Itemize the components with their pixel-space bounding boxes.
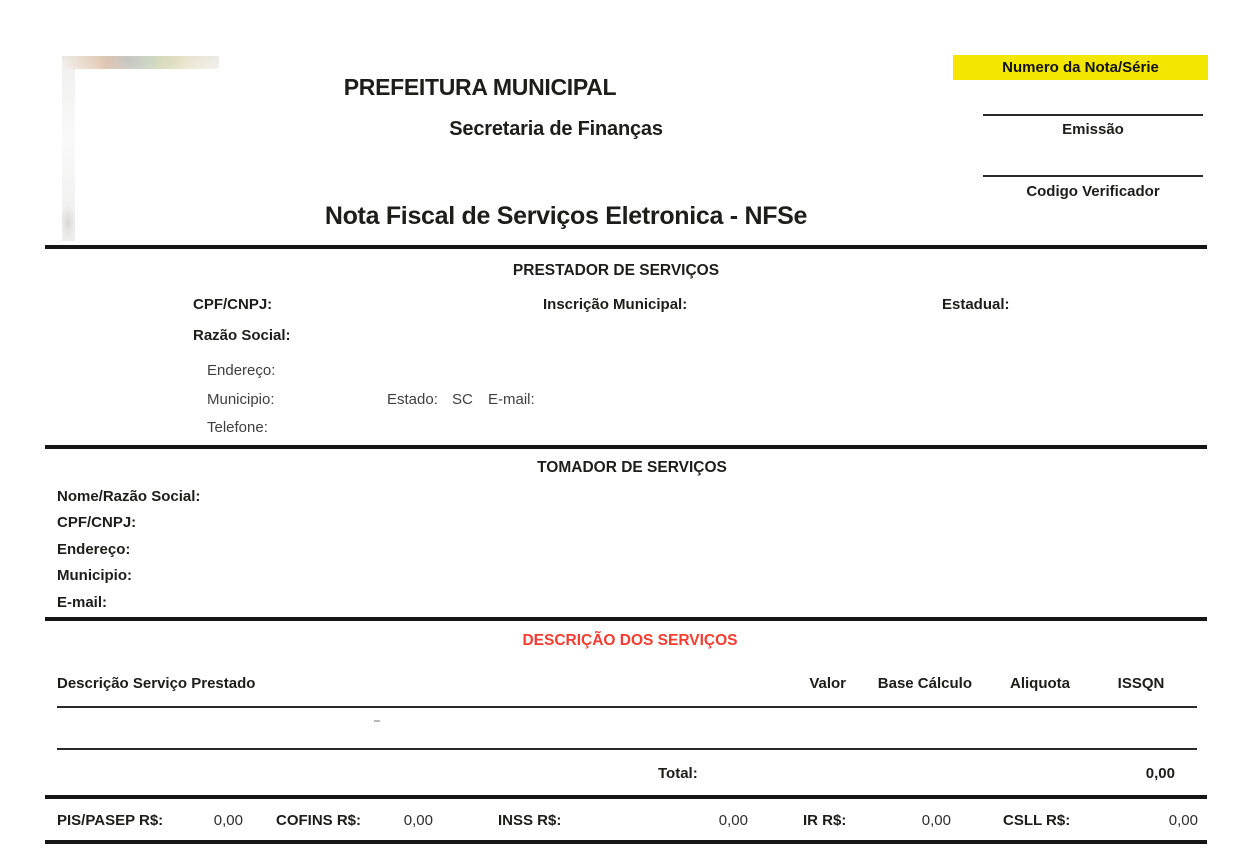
tax-pis-value: 0,00 xyxy=(213,812,243,829)
provider-city-label: Municipio: xyxy=(207,391,275,408)
provider-address-label: Endereço: xyxy=(207,362,276,379)
municipality-title: PREFEITURA MUNICIPAL xyxy=(343,74,617,100)
service-rows-area xyxy=(57,710,1197,748)
logo-smudge xyxy=(60,204,76,240)
total-rule xyxy=(45,795,1207,799)
tax-ir-label: IR R$: xyxy=(803,812,847,829)
customer-address-label: Endereço: xyxy=(57,541,131,558)
tax-ir-value: 0,00 xyxy=(921,812,951,829)
department-title: Secretaria de Finanças xyxy=(449,118,663,140)
services-column-issqn: ISSQN xyxy=(1117,675,1165,692)
provider-municipal-registration-label: Inscrição Municipal: xyxy=(543,296,688,313)
customer-cpf-cnpj-label: CPF/CNPJ: xyxy=(57,514,137,531)
provider-state-value: SC xyxy=(452,391,473,408)
provider-email-label: E-mail: xyxy=(488,391,535,408)
services-column-value: Valor xyxy=(809,675,846,692)
stray-mark xyxy=(374,720,380,722)
document-bottom-rule xyxy=(45,840,1207,844)
services-section-title: DESCRIÇÃO DOS SERVIÇOS xyxy=(522,632,738,649)
verification-code-label: Codigo Verificador xyxy=(1026,183,1160,200)
tax-inss-value: 0,00 xyxy=(718,812,748,829)
services-column-rate: Aliquota xyxy=(1010,675,1070,692)
provider-section-title: PRESTADOR DE SERVIÇOS xyxy=(512,262,720,279)
total-value: 0,00 xyxy=(1145,765,1175,782)
tax-pis-label: PIS/PASEP R$: xyxy=(57,812,164,829)
tax-csll-value: 0,00 xyxy=(1168,812,1198,829)
customer-email-label: E-mail: xyxy=(57,594,108,611)
customer-section-title: TOMADOR DE SERVIÇOS xyxy=(537,459,727,476)
emission-label: Emissão xyxy=(1062,121,1124,138)
customer-name-label: Nome/Razão Social: xyxy=(57,488,201,505)
municipality-logo-placeholder xyxy=(62,56,219,69)
document-title: Nota Fiscal de Serviços Eletronica - NFSe xyxy=(324,202,808,230)
services-table-header-rule xyxy=(57,706,1197,708)
invoice-number-label: Numero da Nota/Série xyxy=(1002,59,1159,76)
customer-city-label: Municipio: xyxy=(57,567,132,584)
provider-state-registration-label: Estadual: xyxy=(942,296,1010,313)
tax-inss-label: INSS R$: xyxy=(498,812,562,829)
total-label: Total: xyxy=(658,765,698,782)
emission-separator xyxy=(983,114,1203,116)
section-rule-provider-bottom xyxy=(45,445,1207,449)
provider-state-label: Estado: xyxy=(387,391,438,408)
invoice-number-highlight xyxy=(953,55,1208,80)
services-column-description: Descrição Serviço Prestado xyxy=(57,675,256,692)
section-rule-top xyxy=(45,245,1207,249)
tax-cofins-value: 0,00 xyxy=(403,812,433,829)
tax-csll-label: CSLL R$: xyxy=(1003,812,1071,829)
provider-cpf-cnpj-label: CPF/CNPJ: xyxy=(193,296,273,313)
provider-phone-label: Telefone: xyxy=(207,419,268,436)
services-column-calc-base: Base Cálculo xyxy=(877,675,972,692)
provider-company-name-label: Razão Social: xyxy=(193,327,291,344)
services-table-footer-rule xyxy=(57,748,1197,750)
tax-cofins-label: COFINS R$: xyxy=(276,812,362,829)
section-rule-customer-bottom xyxy=(45,617,1207,621)
verification-code-separator xyxy=(983,175,1203,177)
